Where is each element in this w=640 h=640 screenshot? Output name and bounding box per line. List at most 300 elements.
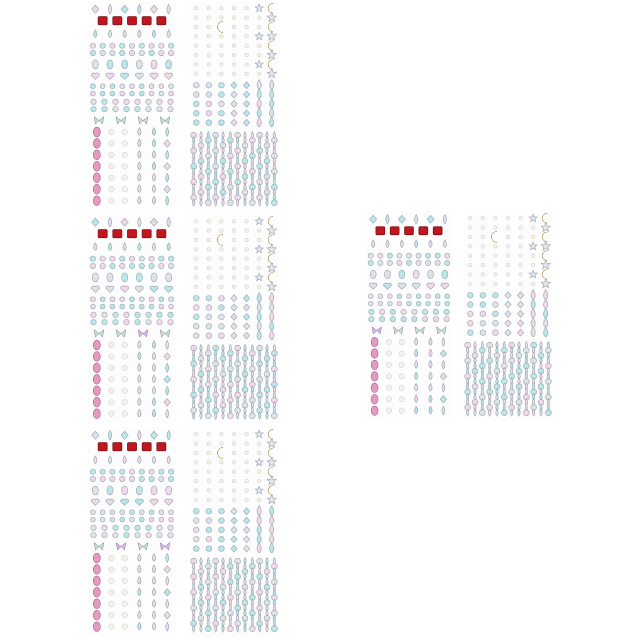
red-square-gem <box>113 230 122 238</box>
round-gem <box>388 294 393 299</box>
round-gem <box>401 309 406 314</box>
pearl-gem <box>232 460 236 464</box>
round-gem <box>219 333 225 339</box>
round-gem <box>149 517 154 522</box>
marquise-gem <box>108 217 111 227</box>
round-gem <box>100 256 105 261</box>
pearl-gem <box>122 411 128 417</box>
round-gem <box>124 525 130 531</box>
pearl-gem <box>220 72 224 76</box>
pearl-gem <box>207 432 211 436</box>
pearl-gem <box>122 152 128 158</box>
pearl-gem <box>232 219 236 223</box>
round-gem <box>206 110 212 116</box>
round-gem <box>378 253 383 258</box>
pearl-gem <box>245 72 249 76</box>
round-gem <box>193 527 199 533</box>
round-gem <box>157 525 163 531</box>
round-gem <box>113 319 119 325</box>
round-gem <box>523 410 529 416</box>
pearl-gem <box>481 263 485 267</box>
pearl-gem <box>386 396 391 401</box>
sheet-backing <box>88 428 176 636</box>
oval-gem <box>122 60 128 69</box>
round-gem <box>219 518 225 524</box>
round-gem <box>206 305 212 311</box>
round-gem <box>159 91 164 96</box>
round-gem <box>493 330 499 336</box>
pearl-gem <box>481 254 485 258</box>
marquise-gem <box>442 361 445 370</box>
oval-gem <box>151 273 157 282</box>
pearl-gem <box>386 351 391 356</box>
pink-oval-gem <box>93 622 100 632</box>
marquise-gem <box>192 412 194 419</box>
pearl-gem <box>220 16 224 20</box>
round-gem <box>124 319 130 325</box>
pearl-gem <box>194 285 198 289</box>
round-gem <box>416 301 421 306</box>
pearl-gem <box>194 53 198 57</box>
round-gem <box>407 294 412 299</box>
oval-gem <box>399 270 405 279</box>
round-gem <box>168 99 174 105</box>
round-gem <box>168 256 173 261</box>
pearl-gem <box>109 612 115 618</box>
pearl-gem <box>519 216 523 220</box>
round-gem <box>206 120 212 126</box>
pearl-gem <box>232 470 236 474</box>
marquise-gem <box>138 430 141 440</box>
pearl-gem <box>109 186 115 192</box>
round-gem <box>435 260 440 265</box>
pearl-gem <box>109 578 115 584</box>
marquise-gem <box>192 625 194 632</box>
marquise-gem <box>244 199 246 206</box>
pearl-gem <box>481 235 485 239</box>
red-square-gem <box>419 227 428 235</box>
round-gem <box>206 101 212 107</box>
round-gem <box>397 260 402 265</box>
round-gem <box>102 99 108 105</box>
oval-gem <box>151 60 157 69</box>
round-gem <box>219 295 225 301</box>
round-gem <box>388 301 393 306</box>
round-gem <box>90 256 95 261</box>
round-gem <box>130 84 135 89</box>
round-gem <box>149 304 154 309</box>
round-gem <box>113 532 119 538</box>
round-gem <box>139 50 144 55</box>
pink-oval-gem <box>93 139 100 149</box>
round-gem <box>401 316 406 321</box>
pearl-gem <box>122 612 128 618</box>
pearl-gem <box>232 489 236 493</box>
pearl-gem <box>220 63 224 67</box>
round-gem <box>149 476 154 481</box>
pearl-gem <box>109 411 115 417</box>
oval-gem <box>92 60 98 69</box>
round-gem <box>467 302 473 308</box>
pink-oval-gem <box>93 173 100 183</box>
round-gem <box>426 294 431 299</box>
pearl-gem <box>245 63 249 67</box>
round-gem <box>169 304 174 309</box>
pearl-gem <box>207 25 211 29</box>
round-gem <box>120 304 125 309</box>
round-gem <box>90 50 95 55</box>
pearl-gem <box>207 451 211 455</box>
round-gem <box>139 43 144 48</box>
marquise-gem <box>166 599 169 608</box>
pearl-gem <box>257 72 261 76</box>
round-gem <box>124 99 130 105</box>
pink-oval-gem <box>93 374 100 384</box>
oval-gem <box>92 486 98 495</box>
pink-oval-gem <box>371 406 378 415</box>
round-gem <box>130 517 135 522</box>
marquise-gem <box>166 196 169 205</box>
pink-oval-gem <box>371 394 378 403</box>
round-gem <box>219 314 225 320</box>
round-gem <box>445 260 450 265</box>
pearl-gem <box>232 266 236 270</box>
round-gem <box>120 469 125 474</box>
pearl-gem <box>506 244 510 248</box>
red-square-gem <box>157 17 166 25</box>
pearl-gem <box>257 229 261 233</box>
sheet-backing <box>88 215 176 423</box>
round-gem <box>91 99 97 105</box>
pink-oval-gem <box>93 150 100 160</box>
round-gem <box>146 106 152 112</box>
round-gem <box>146 532 152 538</box>
pearl-gem <box>245 285 249 289</box>
round-gem <box>193 536 199 542</box>
pearl-gem <box>494 263 498 267</box>
pearl-gem <box>122 186 128 192</box>
pearl-gem <box>207 247 211 251</box>
round-gem <box>169 297 174 302</box>
round-gem <box>368 294 373 299</box>
red-square-gem <box>157 443 166 451</box>
pearl-gem <box>531 226 535 230</box>
marquise-gem <box>166 341 169 350</box>
pearl-gem <box>494 254 498 258</box>
round-gem <box>159 256 164 261</box>
marquise-gem <box>258 625 260 632</box>
pearl-gem <box>194 266 198 270</box>
round-gem <box>100 91 105 96</box>
pink-oval-gem <box>371 349 378 358</box>
round-gem <box>422 309 427 314</box>
round-gem <box>90 91 95 96</box>
oval-gem <box>370 270 376 279</box>
pearl-gem <box>232 16 236 20</box>
pearl-gem <box>245 34 249 38</box>
round-gem <box>110 469 115 474</box>
round-gem <box>100 84 105 89</box>
pearl-gem <box>245 257 249 261</box>
pearl-gem <box>109 365 115 371</box>
round-gem <box>124 106 130 112</box>
round-gem <box>113 99 119 105</box>
round-gem <box>467 320 473 326</box>
pearl-gem <box>386 362 391 367</box>
round-gem <box>139 256 144 261</box>
round-gem <box>102 312 108 318</box>
round-gem <box>159 263 164 268</box>
pearl-gem <box>257 53 261 57</box>
marquise-gem <box>214 625 216 632</box>
marquise-gem <box>442 383 445 392</box>
left-gem-sheet <box>366 212 452 420</box>
round-gem <box>444 316 449 321</box>
round-gem <box>159 476 164 481</box>
marquise-gem <box>138 217 141 227</box>
marquise-gem <box>222 412 224 419</box>
round-gem <box>493 311 499 317</box>
round-gem <box>193 333 199 339</box>
pearl-gem <box>109 164 115 170</box>
oval-gem <box>107 273 113 282</box>
pearl-gem <box>245 276 249 280</box>
round-gem <box>406 253 411 258</box>
pink-oval-gem <box>371 372 378 381</box>
round-gem <box>168 263 173 268</box>
oval-gem <box>122 273 128 282</box>
pearl-gem <box>207 72 211 76</box>
round-gem <box>271 200 277 206</box>
pearl-gem <box>207 16 211 20</box>
pearl-gem <box>494 282 498 286</box>
round-gem <box>480 311 486 317</box>
round-gem <box>149 91 154 96</box>
pearl-gem <box>220 257 224 261</box>
pearl-gem <box>194 6 198 10</box>
oval-gem <box>122 486 128 495</box>
round-gem <box>110 43 115 48</box>
marquise-gem <box>167 4 170 14</box>
round-gem <box>139 510 144 515</box>
right-gem-sheet <box>464 212 552 420</box>
round-gem <box>90 84 95 89</box>
round-gem <box>91 106 97 112</box>
round-gem <box>193 546 199 552</box>
round-gem <box>124 312 130 318</box>
round-gem <box>493 302 499 308</box>
pearl-gem <box>494 216 498 220</box>
round-gem <box>110 91 115 96</box>
round-gem <box>149 84 154 89</box>
round-gem <box>159 517 164 522</box>
oval-gem <box>136 486 142 495</box>
pearl-gem <box>506 282 510 286</box>
pearl-gem <box>122 601 128 607</box>
round-gem <box>90 304 95 309</box>
pearl-gem <box>194 63 198 67</box>
pearl-gem <box>220 6 224 10</box>
pearl-gem <box>109 175 115 181</box>
pearl-gem <box>386 385 391 390</box>
round-gem <box>378 301 383 306</box>
pearl-gem <box>194 489 198 493</box>
marquise-gem <box>466 409 468 416</box>
round-gem <box>146 319 152 325</box>
round-gem <box>480 320 486 326</box>
pearl-gem <box>207 34 211 38</box>
pearl-gem <box>207 470 211 474</box>
pearl-gem <box>207 442 211 446</box>
round-gem <box>90 263 95 268</box>
round-gem <box>206 518 212 524</box>
round-gem <box>124 532 130 538</box>
pink-oval-gem <box>93 587 100 597</box>
pearl-gem <box>232 72 236 76</box>
pearl-gem <box>531 263 535 267</box>
round-gem <box>120 517 125 522</box>
round-gem <box>433 309 438 314</box>
round-gem <box>100 43 105 48</box>
round-gem <box>110 510 115 515</box>
pearl-gem <box>232 451 236 455</box>
pearl-gem <box>468 254 472 258</box>
round-gem <box>168 319 174 325</box>
pearl-gem <box>194 247 198 251</box>
round-gem <box>206 295 212 301</box>
pearl-gem <box>232 276 236 280</box>
oval-gem <box>136 60 142 69</box>
pearl-gem <box>207 6 211 10</box>
red-square-gem <box>157 230 166 238</box>
round-gem <box>149 510 154 515</box>
marquise-gem <box>167 217 170 227</box>
pearl-gem <box>257 442 261 446</box>
pearl-gem <box>506 216 510 220</box>
pearl-gem <box>468 216 472 220</box>
marquise-gem <box>236 625 238 632</box>
pearl-gem <box>194 257 198 261</box>
round-gem <box>91 319 97 325</box>
round-gem <box>139 263 144 268</box>
pearl-gem <box>232 63 236 67</box>
pearl-gem <box>220 247 224 251</box>
red-square-gem <box>98 230 107 238</box>
round-gem <box>206 314 212 320</box>
round-gem <box>100 304 105 309</box>
pearl-gem <box>220 460 224 464</box>
round-gem <box>110 50 115 55</box>
round-gem <box>110 84 115 89</box>
pearl-gem <box>194 470 198 474</box>
pearl-gem <box>122 555 128 561</box>
pearl-gem <box>481 282 485 286</box>
marquise-gem <box>540 409 542 416</box>
marquise-gem <box>200 199 202 206</box>
pearl-gem <box>494 226 498 230</box>
pearl-gem <box>531 254 535 258</box>
marquise-gem <box>166 409 169 418</box>
round-gem <box>120 84 125 89</box>
round-gem <box>379 316 384 321</box>
round-gem <box>193 323 199 329</box>
round-gem <box>169 91 174 96</box>
round-gem <box>110 256 115 261</box>
round-gem <box>139 469 144 474</box>
pearl-gem <box>122 578 128 584</box>
pearl-gem <box>232 442 236 446</box>
round-gem <box>110 263 115 268</box>
pearl-gem <box>245 498 249 502</box>
pearl-gem <box>122 365 128 371</box>
marquise-gem <box>214 199 216 206</box>
round-gem <box>91 312 97 318</box>
sheet-backing <box>366 212 452 420</box>
pearl-gem <box>194 44 198 48</box>
red-square-gem <box>376 227 385 235</box>
marquise-gem <box>222 199 224 206</box>
round-gem <box>249 413 255 419</box>
pearl-gem <box>194 498 198 502</box>
round-gem <box>139 304 144 309</box>
round-gem <box>206 323 212 329</box>
pink-oval-gem <box>371 337 378 346</box>
pearl-gem <box>194 229 198 233</box>
round-gem <box>159 50 164 55</box>
round-gem <box>100 469 105 474</box>
pink-oval-gem <box>93 397 100 407</box>
round-gem <box>206 82 212 88</box>
round-gem <box>168 532 174 538</box>
pearl-gem <box>194 460 198 464</box>
round-gem <box>139 476 144 481</box>
round-gem <box>193 295 199 301</box>
round-gem <box>416 294 421 299</box>
round-gem <box>135 525 141 531</box>
marquise-gem <box>108 4 111 14</box>
pearl-gem <box>481 216 485 220</box>
round-gem <box>135 319 141 325</box>
round-gem <box>368 253 373 258</box>
round-gem <box>149 256 154 261</box>
round-gem <box>219 92 225 98</box>
round-gem <box>249 200 255 206</box>
marquise-gem <box>166 128 169 137</box>
round-gem <box>100 517 105 522</box>
round-gem <box>90 297 95 302</box>
round-gem <box>100 476 105 481</box>
pearl-gem <box>207 266 211 270</box>
marquise-gem <box>488 409 490 416</box>
round-gem <box>159 297 164 302</box>
round-gem <box>139 91 144 96</box>
pink-oval-gem <box>93 196 100 206</box>
round-gem <box>193 120 199 126</box>
round-gem <box>412 309 417 314</box>
round-gem <box>206 527 212 533</box>
pearl-gem <box>220 498 224 502</box>
round-gem <box>193 305 199 311</box>
sheet-backing <box>88 2 176 210</box>
pearl-gem <box>207 489 211 493</box>
marquise-gem <box>474 409 476 416</box>
pearl-gem <box>232 432 236 436</box>
round-gem <box>139 517 144 522</box>
red-square-gem <box>127 17 136 25</box>
pearl-gem <box>220 266 224 270</box>
round-gem <box>445 253 450 258</box>
round-gem <box>149 43 154 48</box>
